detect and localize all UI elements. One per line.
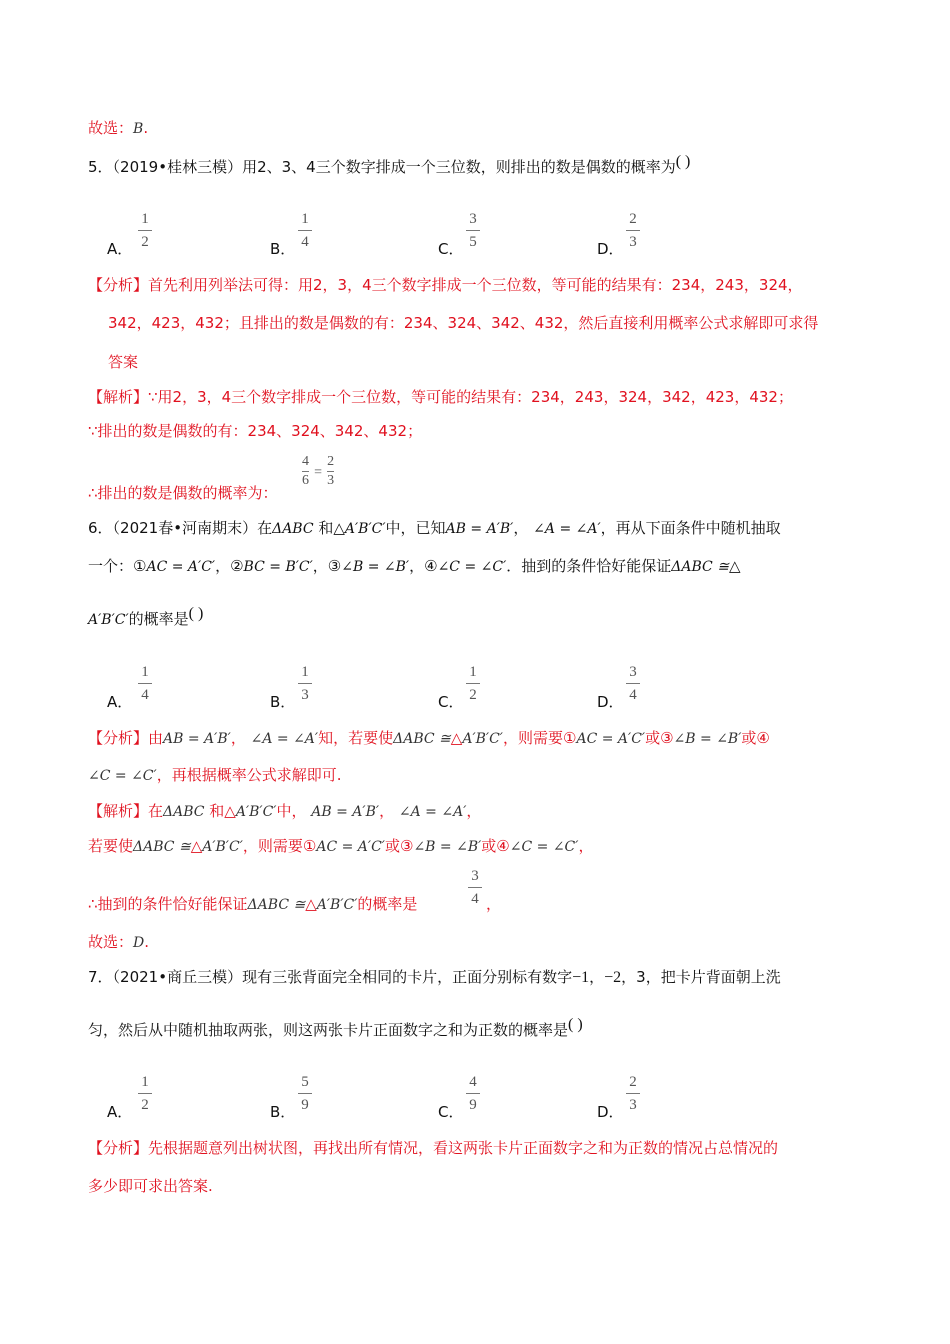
q6-solution-line-2 xyxy=(88,836,593,857)
q5-analysis-line-2: 342，423，432；且排出的数是偶数的有：234、324、342、432，然后直接利用概率公式求解即可求得 xyxy=(108,314,819,332)
text: ， xyxy=(589,968,605,986)
q5-answer-paren: ( ) xyxy=(675,153,691,170)
q6-analysis-line-1 xyxy=(88,728,770,749)
numerator: 4 xyxy=(469,1074,477,1090)
q7-stem-line-1 xyxy=(88,967,781,988)
denominator: 5 xyxy=(469,234,477,250)
math: A′B′C′ xyxy=(316,897,358,913)
math: AC = A′C′ xyxy=(316,839,385,855)
q7-option-d-label: D． xyxy=(597,1103,624,1121)
numerator: 2 xyxy=(629,211,637,227)
q5-option-a-label: A． xyxy=(107,240,133,258)
numerator: 1 xyxy=(301,664,309,680)
text: ，② xyxy=(215,557,244,575)
q7-option-a-label: A． xyxy=(107,1103,133,1121)
denominator: 4 xyxy=(301,234,309,250)
q5-option-c-label: C． xyxy=(438,240,464,258)
numerator: 2 xyxy=(629,1074,637,1090)
text: △ xyxy=(190,837,203,855)
denominator: 4 xyxy=(629,687,637,703)
q7-option-c-label: C． xyxy=(438,1103,464,1121)
math: ΔABC ≅ xyxy=(393,731,451,747)
q5-option-b-label: B． xyxy=(270,240,296,258)
math: AC = A′C′ xyxy=(146,559,216,575)
denominator: 3 xyxy=(301,687,309,703)
q6-option-d-fraction xyxy=(622,663,644,704)
math: −1 xyxy=(572,969,590,986)
text: ，3，把卡片背面朝上洗 xyxy=(621,968,781,986)
text: 知，若要使 xyxy=(318,729,394,747)
denominator: 4 xyxy=(141,687,149,703)
q5-conclusion xyxy=(88,483,278,503)
q7-option-d-fraction xyxy=(622,1073,644,1114)
q6-option-a-label: A． xyxy=(107,693,133,711)
text: ，再从下面条件中随机抽取 xyxy=(600,519,781,537)
text: ， xyxy=(466,802,482,820)
q5-analysis-line-1: 【分析】首先利用列举法可得：用2，3，4三个数字排成一个三位数，等可能的结果有：234，243，324， xyxy=(88,276,803,294)
q5-option-d-fraction xyxy=(622,210,644,251)
text: 和△ xyxy=(318,519,345,537)
math: ∠C = ∠C′ xyxy=(437,559,507,575)
text: 的概率是 xyxy=(357,895,418,913)
text: 6．（2021春•河南期末）在 xyxy=(88,519,273,537)
q5-option-d-label: D． xyxy=(597,240,624,258)
q6-option-b-label: B． xyxy=(270,693,296,711)
q5-option-c-fraction xyxy=(462,210,484,251)
q6-solution-line-1 xyxy=(88,801,481,822)
prev-answer-line xyxy=(88,118,148,139)
q6-option-c-label: C． xyxy=(438,693,464,711)
math: ∠C = ∠C′ xyxy=(509,839,579,855)
text: 的概率是 xyxy=(128,610,189,628)
numerator: 5 xyxy=(301,1074,309,1090)
denominator: 6 xyxy=(302,473,309,488)
q6-stem-line-2 xyxy=(88,556,741,577)
q5-analysis-line-3: 答案 xyxy=(108,353,139,371)
text: 或④ xyxy=(481,837,510,855)
denominator: 2 xyxy=(141,234,149,250)
q5-conc-fraction-2 xyxy=(327,454,334,489)
math: ΔABC ≅ xyxy=(247,897,306,913)
q6-solution-fraction xyxy=(464,867,486,908)
text: ，④ xyxy=(409,557,438,575)
text: 或④ xyxy=(741,729,770,747)
text: 7．（2021•商丘三模）现有三张背面完全相同的卡片，正面分别标有数字 xyxy=(88,968,573,986)
q7-analysis-line-2: 多少即可求出答案. xyxy=(88,1177,213,1195)
denominator: 9 xyxy=(469,1097,477,1113)
answer-letter: D xyxy=(133,935,145,951)
math: ΔABC xyxy=(272,521,314,537)
q5-option-a-fraction xyxy=(134,210,156,251)
math: ∠B = ∠B′ xyxy=(673,731,742,747)
answer-prefix: 故选： xyxy=(88,119,134,137)
text: 和△ xyxy=(209,802,236,820)
text: △ xyxy=(305,895,317,913)
answer-dot: . xyxy=(144,933,150,951)
math: A′B′C′ xyxy=(344,521,386,537)
numerator: 1 xyxy=(141,1074,149,1090)
text: 【分析】由 xyxy=(88,729,164,747)
q6-answer-paren: ( ) xyxy=(188,605,204,622)
q6-solution-line-3 xyxy=(88,894,417,915)
denominator: 3 xyxy=(629,234,637,250)
q6-stem-line-3 xyxy=(88,605,204,630)
answer-prefix: 故选： xyxy=(88,933,134,951)
math: ∠C = ∠C′ xyxy=(88,768,157,784)
q6-option-a-fraction xyxy=(134,663,156,704)
numerator: 1 xyxy=(469,664,477,680)
q5-conc-fraction-1 xyxy=(302,454,309,489)
math: ∠B = ∠B′ xyxy=(413,839,482,855)
numerator: 3 xyxy=(471,868,479,884)
q6-analysis-line-2 xyxy=(88,765,341,786)
text: ，③ xyxy=(312,557,342,575)
q5-stem-text: 5．（2019•桂林三模）用2、3、4三个数字排成一个三位数，则排出的数是偶数的概率为 xyxy=(88,158,676,176)
q7-answer-paren: ( ) xyxy=(568,1016,583,1033)
text: 【解析】在 xyxy=(88,802,164,820)
q7-option-b-label: B． xyxy=(270,1103,296,1121)
q6-answer-line xyxy=(88,932,149,953)
numerator: 1 xyxy=(141,211,149,227)
q7-analysis-line-1: 【分析】先根据题意列出树状图，再找出所有情况，看这两张卡片正面数字之和为正数的情况占总情况的 xyxy=(88,1139,779,1157)
math: AB = A′B′ xyxy=(445,521,514,537)
text: 或③ xyxy=(384,837,414,855)
q7-option-b-fraction xyxy=(294,1073,316,1114)
text: ，则需要① xyxy=(503,729,577,747)
math: ∠A = ∠A′ xyxy=(398,804,467,820)
q5-option-b-fraction xyxy=(294,210,316,251)
text: 若要使 xyxy=(88,837,134,855)
q6-option-d-label: D． xyxy=(597,693,624,711)
text: ， xyxy=(230,729,246,747)
math: ΔABC ≅ xyxy=(133,839,191,855)
math: ∠B = ∠B′ xyxy=(341,559,410,575)
math: ∠A = ∠A′ xyxy=(250,731,319,747)
denominator: 2 xyxy=(469,687,477,703)
denominator: 9 xyxy=(301,1097,309,1113)
text: 匀，然后从中随机抽取两张，则这两张卡片正面数字之和为正数的概率是 xyxy=(88,1021,569,1039)
equals-sign: = xyxy=(314,465,322,480)
denominator: 3 xyxy=(327,473,335,488)
q5-solution-line-2: ∵排出的数是偶数的有：234、324、342、432； xyxy=(88,422,423,440)
math: AB = A′B′ xyxy=(311,804,380,820)
q5-conclusion-equation xyxy=(302,454,334,489)
denominator: 3 xyxy=(629,1097,637,1113)
text: 中， xyxy=(276,802,307,820)
math: −2 xyxy=(604,969,622,986)
math: BC = B′C′ xyxy=(243,559,313,575)
text: ， xyxy=(513,519,529,537)
math: A′B′C′ xyxy=(202,839,243,855)
denominator: 2 xyxy=(141,1097,149,1113)
text: 或③ xyxy=(645,729,674,747)
numerator: 1 xyxy=(141,664,149,680)
numerator: 3 xyxy=(469,211,477,227)
q7-option-a-fraction xyxy=(134,1073,156,1114)
text: 一个：① xyxy=(88,557,147,575)
math: A′B′C′ xyxy=(462,731,503,747)
math: A′B′C′ xyxy=(88,612,129,628)
math: ΔABC xyxy=(163,804,205,820)
numerator: 4 xyxy=(302,454,309,469)
q7-option-c-fraction xyxy=(462,1073,484,1114)
math: AB = A′B′ xyxy=(163,731,231,747)
q6-option-c-fraction xyxy=(462,663,484,704)
text: ∴抽到的条件恰好能保证 xyxy=(88,895,248,913)
text: 中，已知 xyxy=(385,519,446,537)
answer-dot: . xyxy=(143,119,149,137)
text: ．抽到的条件恰好能保证 xyxy=(506,557,672,575)
answer-letter: B xyxy=(133,121,144,137)
text: △ xyxy=(728,557,741,575)
text: ，则需要① xyxy=(242,837,317,855)
q6-solution-comma: ， xyxy=(486,895,502,913)
q5-solution-line-1: 【解析】∵用2，3，4三个数字排成一个三位数，等可能的结果有：234，243，324，342，423，432； xyxy=(88,388,793,406)
q6-option-b-fraction xyxy=(294,663,316,704)
text: ， xyxy=(578,837,594,855)
math: ΔABC ≅ xyxy=(671,559,729,575)
numerator: 1 xyxy=(301,211,309,227)
text: △ xyxy=(450,729,463,747)
text: ，再根据概率公式求解即可. xyxy=(156,766,342,784)
numerator: 3 xyxy=(629,664,637,680)
math: A′B′C′ xyxy=(235,804,277,820)
text: ， xyxy=(379,802,395,820)
math: ∠A = ∠A′ xyxy=(533,521,601,537)
numerator: 2 xyxy=(327,454,335,469)
math: AC = A′C′ xyxy=(576,731,646,747)
q5-stem xyxy=(88,153,691,178)
denominator: 4 xyxy=(471,891,479,907)
q6-stem-line-1 xyxy=(88,518,781,539)
q7-stem-line-2 xyxy=(88,1016,583,1041)
q5-conclusion-text: ∴排出的数是偶数的概率为： xyxy=(88,484,278,502)
